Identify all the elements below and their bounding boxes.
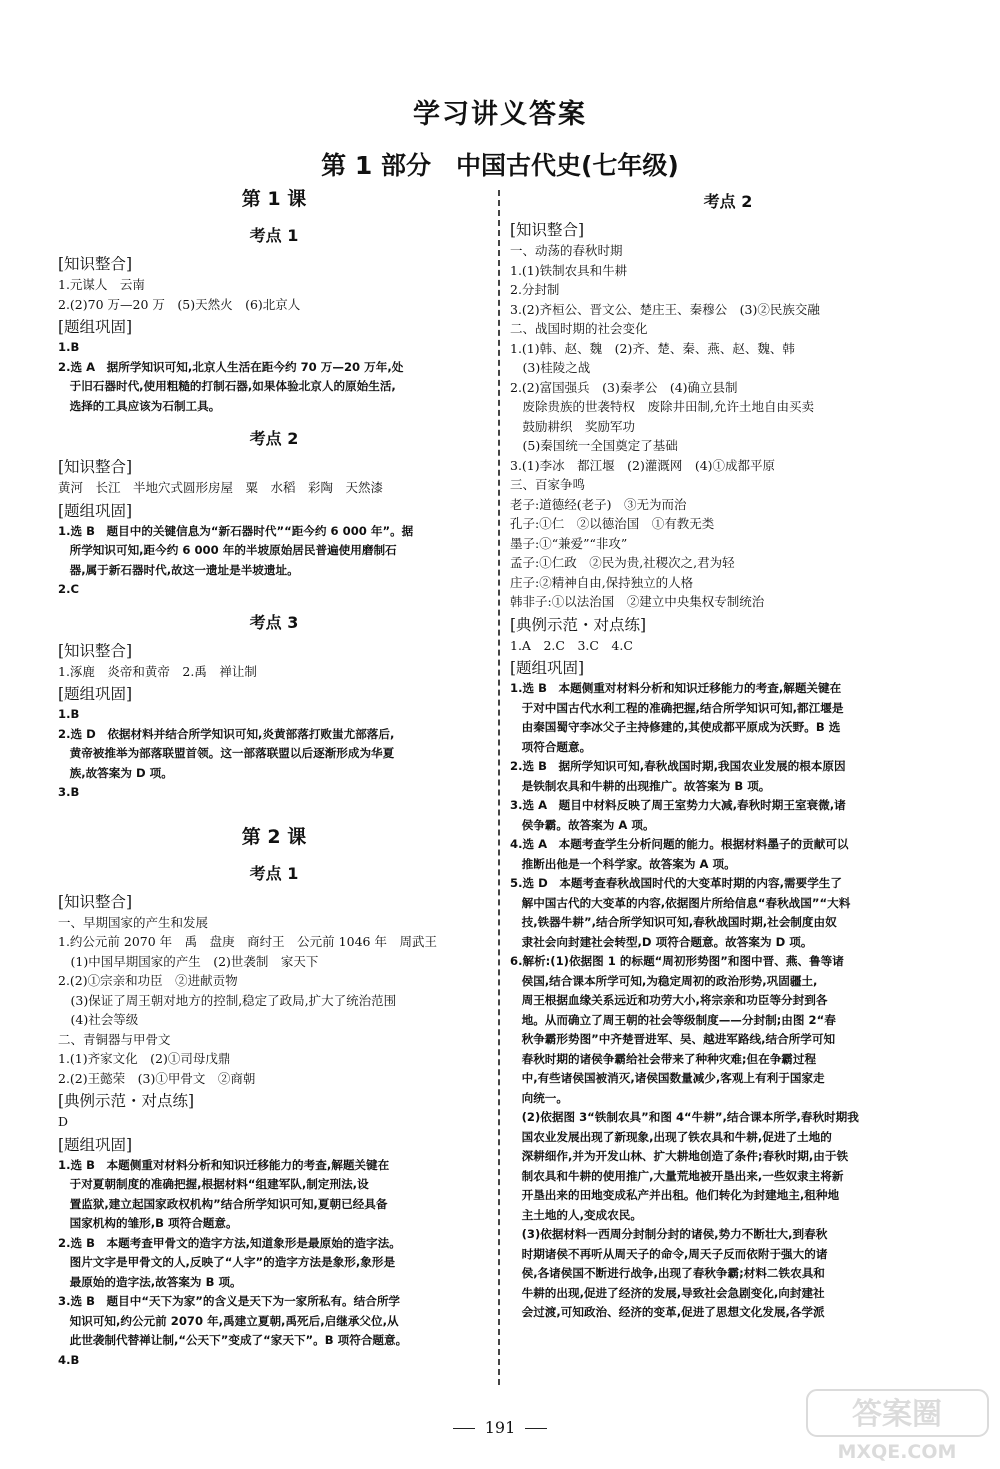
text-line: 1.(1)韩、赵、魏 (2)齐、楚、秦、燕、赵、魏、韩	[510, 340, 795, 356]
text-block	[58, 522, 490, 600]
kaodian-heading: 考点 2	[703, 192, 753, 211]
text-block	[510, 241, 946, 612]
text-line: 2.C	[58, 582, 79, 596]
text-line: 解中国古代的大变革的内容,依据图片所给信息“春秋战国”“大料	[510, 895, 851, 910]
text-line: 向统一。	[510, 1090, 568, 1105]
watermark-bottom: MXQE.COM	[837, 1441, 957, 1463]
text-block	[58, 338, 490, 416]
text-line: 地。从而确立了周王朝的社会等级制度——分封制;由图 2“春	[510, 1012, 836, 1027]
text-line: 知识可知,约公元前 2070 年,禹建立夏朝,禹死后,启继承父位,从	[58, 1313, 399, 1328]
text-line: 1.涿鹿 炎帝和黄帝 2.禹 禅让制	[58, 663, 257, 679]
text-line: 三、百家争鸣	[510, 477, 586, 492]
page-number-text: 191	[484, 1418, 516, 1437]
watermark-top: 答案圈	[852, 1397, 942, 1432]
text-line: 2.(2)70 万—20 万 (5)天然火 (6)北京人	[58, 296, 301, 312]
lesson-heading: 第 1 课	[241, 188, 307, 210]
text-line: 一、早期国家的产生和发展	[58, 914, 209, 930]
text-line: 2.选 D 依据材料并结合所学知识可知,炎黄部落打败蚩尤部落后,	[58, 726, 395, 741]
text-line: 2.选 A 据所学知识可知,北京人生活在距今约 70 万—20 万年,处	[58, 359, 404, 374]
text-line: 3.B	[58, 785, 80, 799]
section-label: [知识整合]	[58, 641, 133, 660]
text-line: 技,铁器牛耕”,结合所学知识可知,春秋战国时期,社会制度由奴	[510, 915, 837, 929]
text-line: 2.选 B 本题考查甲骨文的造字方法,知道象形是最原始的造字法。	[58, 1235, 401, 1250]
text-line: 项符合题意。	[510, 739, 592, 754]
text-line: 孟子:①仁政 ②民为贵,社稷次之,君为轻	[510, 555, 735, 570]
section-label: [题组巩固]	[58, 685, 133, 703]
text-line: 制农具和牛耕的使用推广,大量荒地被开垦出来,一些奴隶主将新	[510, 1168, 844, 1183]
kaodian-heading: 考点 2	[249, 429, 299, 448]
kaodian-heading: 考点 1	[249, 863, 299, 883]
kaodian-heading: 考点 3	[249, 612, 299, 632]
text-block	[58, 705, 490, 803]
text-line: 选择的工具应该为石制工具。	[58, 398, 221, 413]
text-line: 墨子:①“兼爱”“非攻”	[510, 535, 628, 551]
text-line: 庄子:②精神自由,保持独立的人格	[510, 574, 694, 590]
right-column	[510, 187, 946, 1323]
dash-right	[525, 1428, 547, 1429]
left-column	[58, 185, 490, 1370]
section-label: [知识整合]	[510, 221, 585, 239]
text-line: 2.选 B 据所学知识可知,春秋战国时期,我国农业发展的根本原因	[510, 759, 846, 773]
text-line: 国农业发展出现了新现象,出现了铁农具和牛耕,促进了土地的	[510, 1129, 832, 1144]
text-line: (3)保证了周王朝对地方的控制,稳定了政局,扩大了统治范围	[58, 992, 397, 1008]
text-line: 于旧石器时代,使用粗糙的打制石器,如果体验北京人的原始生活,	[58, 379, 396, 393]
text-line: 1.约公元前 2070 年 禹 盘庚 商纣王 公元前 1046 年 周武王	[58, 934, 437, 949]
text-line: 主土地的人,变成农民。	[510, 1207, 642, 1222]
text-line: 废除贵族的世袭特权 废除井田制,允许土地自由买卖	[510, 399, 814, 414]
text-line: 推断出他是一个科学家。故答案为 A 项。	[510, 856, 736, 871]
text-line: 开垦出来的田地变成私产并出租。他们转化为封建地主,租种地	[510, 1188, 840, 1202]
text-line: 鼓励耕织 奖励军功	[510, 418, 636, 434]
kaodian-heading: 考点 1	[249, 226, 299, 245]
text-line: 所学知识可知,距今约 6 000 年的半坡原始居民普遍使用磨制石	[58, 543, 397, 557]
text-line: 1.A 2.C 3.C 4.C	[510, 637, 633, 653]
text-line: 侯争霸。故答案为 A 项。	[510, 817, 655, 832]
text-line: 3.(1)李冰 都江堰 (2)灌溉网 (4)①成都平原	[510, 457, 776, 473]
text-line: 孔子:①仁 ②以德治国 ①有教无类	[510, 516, 715, 531]
text-line: 1.(1)铁制农具和牛耕	[510, 262, 628, 278]
text-block	[510, 679, 946, 1323]
section-label: [知识整合]	[58, 458, 133, 476]
text-line: 最原始的造字法,故答案为 B 项。	[58, 1274, 242, 1289]
section-label: [知识整合]	[58, 892, 133, 911]
text-line: 深耕细作,并为开发山林、扩大耕地创造了条件;春秋时期,由于铁	[510, 1149, 849, 1163]
section-label: [知识整合]	[58, 255, 133, 273]
text-line: 1.元谋人 云南	[58, 277, 145, 292]
text-line: 春秋时期的诸侯争霸给社会带来了种种灾难;但在争霸过程	[510, 1051, 817, 1066]
part-title: 第 1 部分 中国古代史(七年级)	[321, 151, 679, 180]
text-line: 2.分封制	[510, 282, 560, 297]
text-line: 1.选 B 本题侧重对材料分析和知识迁移能力的考查,解题关键在	[510, 681, 842, 695]
text-line: 2.(2)富国强兵 (3)秦孝公 (4)确立县制	[510, 379, 738, 395]
watermark-logo	[805, 1388, 990, 1463]
text-line: 是铁制农具和牛耕的出现推广。故答案为 B 项。	[510, 778, 771, 793]
text-line: 器,属于新石器时代,故这一遗址是半坡遗址。	[58, 562, 299, 577]
text-line: 3.(2)齐桓公、晋文公、楚庄王、秦穆公 (3)②民族交融	[510, 301, 820, 317]
text-block	[58, 275, 490, 314]
text-line: 二、战国时期的社会变化	[510, 321, 648, 336]
text-line: 黄河 长江 半地穴式圆形房屋 粟 水稻 彩陶 天然漆	[58, 480, 384, 495]
text-block	[510, 636, 946, 656]
text-line: (3)桂陵之战	[510, 360, 591, 375]
text-line: (1)中国早期国家的产生 (2)世袭制 家天下	[58, 953, 319, 969]
text-line: 3.选 B 题目中“天下为家”的含义是天下为一家所私有。结合所学	[58, 1294, 401, 1308]
text-block	[58, 913, 490, 1089]
text-line: 1.B	[58, 707, 80, 721]
text-line: (4)社会等级	[58, 1012, 139, 1027]
text-line: (3)依据材料一西周分封制分封的诸侯,势力不断壮大,到春秋	[510, 1227, 828, 1241]
text-line: 1.B	[58, 340, 80, 354]
text-line: 置监狱,建立起国家政权机构”结合所学知识可知,夏朝已经具备	[58, 1196, 388, 1211]
text-line: 4.选 A 本题考查学生分析问题的能力。根据材料墨子的贡献可以	[510, 837, 849, 851]
section-label: [题组巩固]	[510, 659, 585, 677]
text-line: 侯,各诸侯国不断进行战争,出现了春秋争霸;材料二铁农具和	[510, 1266, 825, 1280]
text-line: 牛耕的出现,促进了经济的发展,导致社会急剧变化,向封建社	[510, 1285, 825, 1300]
text-line: 于对中国古代水利工程的准确把握,结合所学知识可知,都江堰是	[510, 700, 844, 715]
section-label: [题组巩固]	[58, 318, 133, 336]
lesson-heading: 第 2 课	[241, 825, 307, 848]
text-block	[58, 478, 490, 498]
section-label: [典例示范・对点练]	[58, 1092, 195, 1110]
text-line: 老子:道德经(老子) ③无为而治	[510, 496, 687, 512]
text-line: 1.(1)齐家文化 (2)①司母戊鼎	[58, 1051, 231, 1066]
text-line: 4.B	[58, 1352, 80, 1367]
text-line: 族,故答案为 D 项。	[58, 765, 173, 780]
text-line: (2)依据图 3“铁制农具”和图 4“牛耕”,结合课本所学,春秋时期我	[510, 1110, 859, 1124]
section-label: [题组巩固]	[58, 501, 133, 520]
text-line: 由秦国蜀守李冰父子主持修建的,其使成都平原成为沃野。B 选	[510, 720, 841, 734]
text-line: (5)秦国统一全国奠定了基础	[510, 438, 678, 453]
text-line: 黄帝被推举为部落联盟首领。这一部落联盟以后逐渐形成为华夏	[58, 746, 395, 760]
text-line: 此世袭制代替禅让制,“公天下”变成了“家天下”。B 项符合题意。	[58, 1333, 408, 1347]
text-line: 5.选 D 本题考查春秋战国时代的大变革时期的内容,需要学生了	[510, 876, 842, 890]
dash-left	[453, 1428, 475, 1429]
text-line: 3.选 A 题目中材料反映了周王室势力大减,春秋时期王室衰微,诸	[510, 798, 846, 812]
text-line: 秋争霸形势图”中齐楚晋进军、吴、越进军路线,结合所学可知	[510, 1032, 836, 1046]
text-block	[58, 1156, 490, 1371]
text-block	[58, 662, 490, 682]
text-line: 侯国,结合课本所学可知,为稳定周初的政治形势,巩固疆土,	[510, 973, 818, 988]
text-line: 2.(2)①宗亲和功臣 ②进献贡物	[58, 973, 238, 988]
text-block	[58, 1112, 490, 1132]
text-line: 6.解析:(1)依据图 1 的标题“周初形势图”和图中晋、燕、鲁等诸	[510, 954, 844, 968]
text-line: 图片文字是甲骨文的人,反映了“人字”的造字方法是象形,象形是	[58, 1255, 396, 1269]
text-line: 于对夏朝制度的准确把握,根据材料“组建军队,制定刑法,设	[58, 1177, 369, 1191]
column-divider	[498, 190, 500, 1385]
text-line: D	[58, 1114, 69, 1129]
page-title: 学习讲义答案	[413, 99, 587, 130]
text-line: 国家机构的雏形,B 项符合题意。	[58, 1216, 238, 1230]
text-line: 中,有些诸侯国被消灭,诸侯国数量减少,客观上有利于国家走	[510, 1071, 825, 1085]
section-label: [题组巩固]	[58, 1135, 133, 1154]
text-line: 一、动荡的春秋时期	[510, 243, 623, 258]
text-line: 1.选 B 题目中的关键信息为“新石器时代”“距今约 6 000 年”。据	[58, 523, 414, 538]
text-line: 周王根据血缘关系远近和功劳大小,将宗亲和功臣等分封到各	[510, 993, 828, 1007]
text-line: 隶社会向封建社会转型,D 项符合题意。故答案为 D 项。	[510, 934, 813, 949]
text-line: 韩非子:①以法治国 ②建立中央集权专制统治	[510, 594, 765, 609]
text-line: 时期诸侯不再听从周天子的命令,周天子反而依附于强大的诸	[510, 1246, 828, 1261]
text-line: 2.(2)王懿荣 (3)①甲骨文 ②商朝	[58, 1070, 256, 1086]
text-line: 会过渡,可知政治、经济的变革,促进了思想文化发展,各学派	[510, 1305, 825, 1319]
text-line: 1.选 B 本题侧重对材料分析和知识迁移能力的考查,解题关键在	[58, 1157, 390, 1172]
section-label: [典例示范・对点练]	[510, 615, 647, 634]
text-line: 二、青铜器与甲骨文	[58, 1031, 171, 1047]
